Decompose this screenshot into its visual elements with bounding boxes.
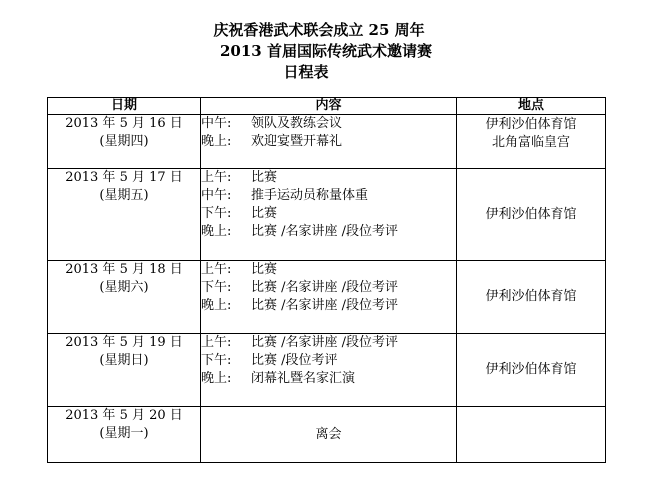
content-cell xyxy=(201,261,457,334)
time-slot: 下午: xyxy=(201,206,232,221)
schedule-item xyxy=(201,352,456,370)
title-anniversary: 庆祝香港武术联会成立 25 周年 xyxy=(213,21,425,39)
time-slot: 晚上: xyxy=(201,224,232,239)
time-slot: 上午: xyxy=(201,335,232,350)
content-cell xyxy=(201,407,457,463)
weekday-text: (星期五) xyxy=(99,188,149,203)
schedule-item xyxy=(201,169,456,187)
venue-cell-empty xyxy=(457,407,606,463)
time-slot: 中午: xyxy=(201,116,232,131)
schedule-item xyxy=(201,370,456,388)
date-text: 2013 年 5 月 17 日 xyxy=(65,170,183,185)
activity-text: 比赛 xyxy=(251,206,278,221)
schedule-item xyxy=(201,297,456,315)
table-row xyxy=(48,261,606,334)
content-cell xyxy=(201,169,457,261)
venue-cell xyxy=(457,261,606,334)
content-cell xyxy=(201,334,457,407)
weekday-text: (星期一) xyxy=(99,426,149,441)
weekday-text: (星期六) xyxy=(99,280,149,295)
activity-text: 比赛 xyxy=(251,170,278,185)
schedule-item xyxy=(201,205,456,223)
weekday-text: (星期日) xyxy=(99,353,149,368)
table-header-row xyxy=(48,98,606,115)
time-slot: 中午: xyxy=(201,188,232,203)
venue-cell xyxy=(457,115,606,169)
date-text: 2013 年 5 月 19 日 xyxy=(65,335,183,350)
schedule-item xyxy=(201,115,456,133)
activity-text: 领队及教练会议 xyxy=(251,116,343,131)
header-date: 日期 xyxy=(48,98,201,115)
header-venue: 地点 xyxy=(457,98,606,115)
title-tournament: 2013 首届国际传统武术邀请赛 xyxy=(220,42,432,60)
schedule-item xyxy=(201,279,456,297)
table-row xyxy=(48,334,606,407)
schedule-table xyxy=(47,97,606,463)
activity-text: 比赛 /段位考评 xyxy=(251,353,338,368)
document-title-block xyxy=(0,20,652,83)
venue-text: 伊利沙伯体育馆 xyxy=(485,289,577,304)
date-cell xyxy=(48,115,201,169)
date-cell xyxy=(48,261,201,334)
time-slot: 晚上: xyxy=(201,298,232,313)
table-row xyxy=(48,115,606,169)
activity-text: 欢迎宴暨开幕礼 xyxy=(251,134,343,149)
venue-text: 伊利沙伯体育馆 xyxy=(485,117,577,132)
activity-text: 闭幕礼暨名家汇演 xyxy=(251,371,356,386)
content-cell xyxy=(201,115,457,169)
time-slot: 晚上: xyxy=(201,371,232,386)
venue-cell xyxy=(457,334,606,407)
date-cell xyxy=(48,334,201,407)
time-slot: 下午: xyxy=(201,280,232,295)
venue-cell xyxy=(457,169,606,261)
date-cell xyxy=(48,407,201,463)
time-slot: 晚上: xyxy=(201,134,232,149)
activity-text: 比赛 /名家讲座 /段位考评 xyxy=(251,280,399,295)
schedule-item xyxy=(201,223,456,241)
time-slot: 上午: xyxy=(201,262,232,277)
date-text: 2013 年 5 月 16 日 xyxy=(65,116,183,131)
time-slot: 下午: xyxy=(201,353,232,368)
activity-text: 离会 xyxy=(315,426,342,442)
date-text: 2013 年 5 月 18 日 xyxy=(65,262,183,277)
header-content: 内容 xyxy=(201,98,457,115)
title-schedule: 日程表 xyxy=(283,63,329,81)
table-row xyxy=(48,169,606,261)
venue-text: 伊利沙伯体育馆 xyxy=(485,206,577,222)
schedule-item xyxy=(201,187,456,205)
schedule-item xyxy=(201,334,456,352)
date-cell xyxy=(48,169,201,261)
activity-text: 比赛 /名家讲座 /段位考评 xyxy=(251,298,399,313)
table-row xyxy=(48,407,606,463)
venue-text: 伊利沙伯体育馆 xyxy=(485,362,577,377)
schedule-item xyxy=(201,133,456,151)
time-slot: 上午: xyxy=(201,170,232,185)
date-text: 2013 年 5 月 20 日 xyxy=(65,408,183,423)
activity-text: 比赛 xyxy=(251,262,278,277)
schedule-item xyxy=(201,261,456,279)
activity-text: 比赛 /名家讲座 /段位考评 xyxy=(251,224,399,239)
venue-text: 北角富临皇宫 xyxy=(491,135,570,150)
weekday-text: (星期四) xyxy=(99,134,149,149)
activity-text: 推手运动员称量体重 xyxy=(251,188,369,203)
activity-text: 比赛 /名家讲座 /段位考评 xyxy=(251,335,399,350)
